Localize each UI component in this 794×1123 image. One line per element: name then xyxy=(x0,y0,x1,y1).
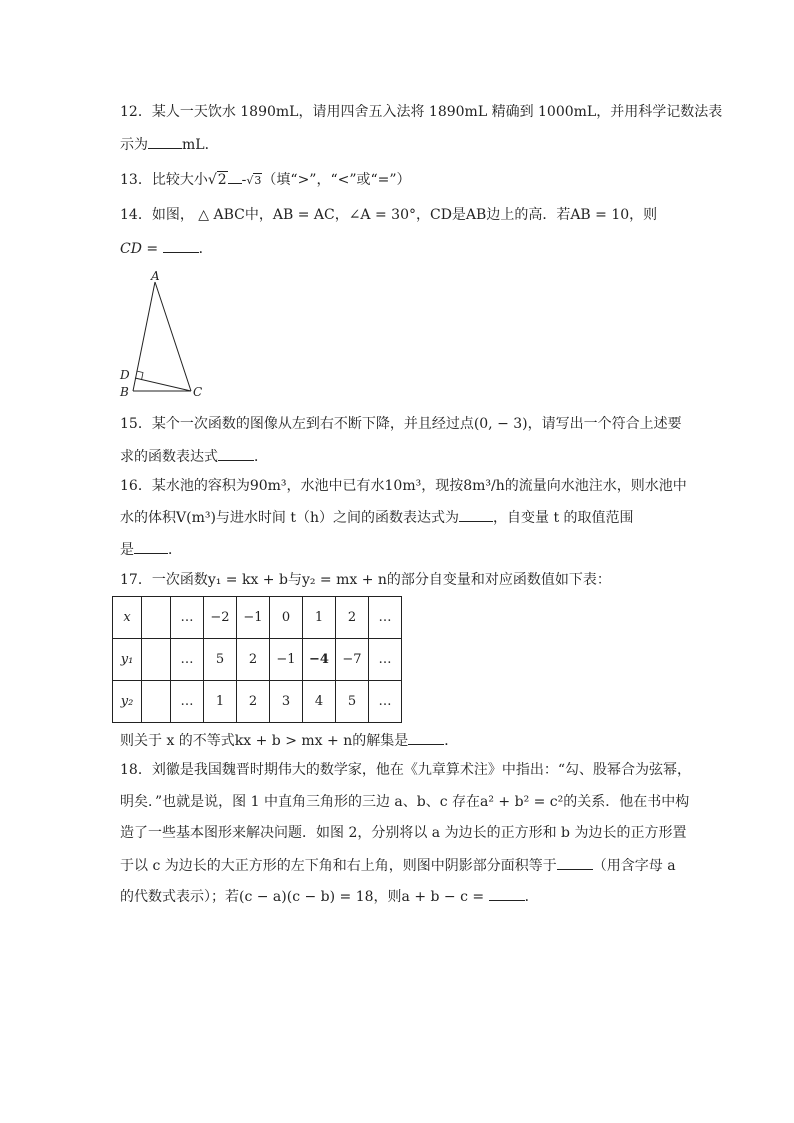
table-cell: −1 xyxy=(237,597,270,639)
table-cell: y₂ xyxy=(113,681,142,723)
table-cell: … xyxy=(171,639,204,681)
q17-answer-blank[interactable] xyxy=(408,730,444,745)
table-cell: −4 xyxy=(303,639,336,681)
q16-line-1: 16．某水池的容积为90m³，水池中已有水10m³，现按8m³/h的流量向水池注水，则水池中 xyxy=(120,478,687,494)
q14-line-2-prefix: CD = xyxy=(120,241,163,257)
vertex-label-a: A xyxy=(151,269,160,283)
q13-prefix: 13．比较大小 xyxy=(120,172,208,188)
table-cell xyxy=(142,639,171,681)
q13-line xyxy=(120,169,411,191)
altitude-cd xyxy=(135,378,191,391)
table-cell: −1 xyxy=(270,639,303,681)
q12-answer-blank[interactable] xyxy=(148,134,182,149)
q15-line-2-suffix: ． xyxy=(254,449,268,465)
q12-line-2-prefix: 示为 xyxy=(120,137,148,153)
q18-line-3: 造了一些基本图形来解决问题．如图 2，分别将以 a 为边长的正方形和 b 为边长的正方形置 xyxy=(120,825,687,841)
table-row-y2 xyxy=(113,681,402,723)
table-cell xyxy=(142,597,171,639)
q17-line-1: 17．一次函数y₁ = kx + b与y₂ = mx + n的部分自变量和对应函数值如下表： xyxy=(120,572,611,588)
table-cell: 1 xyxy=(303,597,336,639)
q14-line-1: 14．如图， △ ABC中，AB = AC，∠A = 30°，CD是AB边上的高．若AB = 10，则 xyxy=(120,207,658,223)
table-cell: … xyxy=(171,597,204,639)
side-ab xyxy=(133,282,155,391)
q15-line-2 xyxy=(120,446,268,467)
vertex-label-c: C xyxy=(193,385,203,398)
vertex-label-b: B xyxy=(120,385,129,398)
q14-line-2-suffix: ． xyxy=(198,241,213,257)
function-value-table xyxy=(112,596,402,723)
q18-answer-blank-2[interactable] xyxy=(489,886,525,901)
table-cell: y₁ xyxy=(113,639,142,681)
q15-line-2-prefix: 求的函数表达式 xyxy=(120,449,218,465)
table-row-y1 xyxy=(113,639,402,681)
q17-after-prefix: 则关于 x 的不等式kx + b > mx + n的解集是 xyxy=(120,733,409,749)
q16-line-2-suffix: ，自变量 t 的取值范围 xyxy=(493,510,634,526)
table-cell: 1 xyxy=(204,681,237,723)
table-cell: 0 xyxy=(270,597,303,639)
table-cell xyxy=(142,681,171,723)
table-cell: 4 xyxy=(303,681,336,723)
vertex-label-d: D xyxy=(120,368,130,382)
q16-line-3-prefix: 是 xyxy=(120,542,134,558)
q13-answer-blank[interactable] xyxy=(228,169,242,184)
q17-after-line xyxy=(120,730,458,751)
q12-line-2-suffix: mL． xyxy=(182,137,219,153)
q14-answer-blank[interactable] xyxy=(163,238,199,253)
q17-after-suffix: ． xyxy=(444,733,459,749)
q16-line-2-prefix: 水的体积V(m³)与进水时间 t（h）之间的函数表达式为 xyxy=(120,510,460,526)
triangle-figure xyxy=(116,268,216,398)
q18-line-2: 明矣．”也就是说，图 1 中直角三角形的三边 a、b、c 存在a² + b² = c²的关系．他在书中构 xyxy=(120,794,690,810)
table-cell: 2 xyxy=(237,639,270,681)
q18-line-4-suffix: （用含字母 a xyxy=(592,858,676,874)
table-cell: … xyxy=(369,681,402,723)
q16-line-3 xyxy=(120,539,182,560)
q13-mid: - xyxy=(241,172,247,188)
q14-line-2 xyxy=(120,238,213,259)
q18-line-5-suffix: ． xyxy=(524,889,539,905)
q18-answer-blank-1[interactable] xyxy=(557,855,593,870)
q12-line-1: 12．某人一天饮水 1890mL，请用四舍五入法将 1890mL 精确到 1000mL，并用科学记数法表 xyxy=(120,104,723,120)
table-cell: −2 xyxy=(204,597,237,639)
table-cell: 5 xyxy=(336,681,369,723)
table-cell: 2 xyxy=(237,681,270,723)
side-ac xyxy=(155,282,191,391)
table-cell: 5 xyxy=(204,639,237,681)
table-cell: −7 xyxy=(336,639,369,681)
q13-suffix: （填“>”，“<”或“=”） xyxy=(262,172,411,188)
q18-line-5-prefix: 的代数式表示）；若(c − a)(c − b) = 18，则a + b − c = xyxy=(120,889,489,905)
q16-line-2 xyxy=(120,507,634,528)
q16-line-3-suffix: ． xyxy=(168,542,182,558)
q18-line-1: 18．刘徽是我国魏晋时期伟大的数学家，他在《九章算术注》中指出：“勾、股幂合为弦幂， xyxy=(120,762,691,778)
q12-line-2 xyxy=(120,134,219,155)
q16-answer-blank-2[interactable] xyxy=(134,539,168,554)
sqrt-2: √2 xyxy=(207,172,227,188)
table-cell: x xyxy=(113,597,142,639)
table-cell: 3 xyxy=(270,681,303,723)
sqrt-3: √3 xyxy=(246,174,262,187)
table-cell: … xyxy=(369,597,402,639)
table-cell: 2 xyxy=(336,597,369,639)
table-cell: … xyxy=(369,639,402,681)
q18-line-5 xyxy=(120,886,539,907)
q15-answer-blank[interactable] xyxy=(218,446,254,461)
q18-line-4-prefix: 于以 c 为边长的大正方形的左下角和右上角，则图中阴影部分面积等于 xyxy=(120,858,557,874)
table-row-x xyxy=(113,597,402,639)
table-cell: … xyxy=(171,681,204,723)
q16-answer-blank-1[interactable] xyxy=(459,507,493,522)
q18-line-4 xyxy=(120,855,676,876)
q15-line-1: 15．某个一次函数的图像从左到右不断下降，并且经过点(0, − 3)，请写出一个符合上述要 xyxy=(120,416,682,432)
